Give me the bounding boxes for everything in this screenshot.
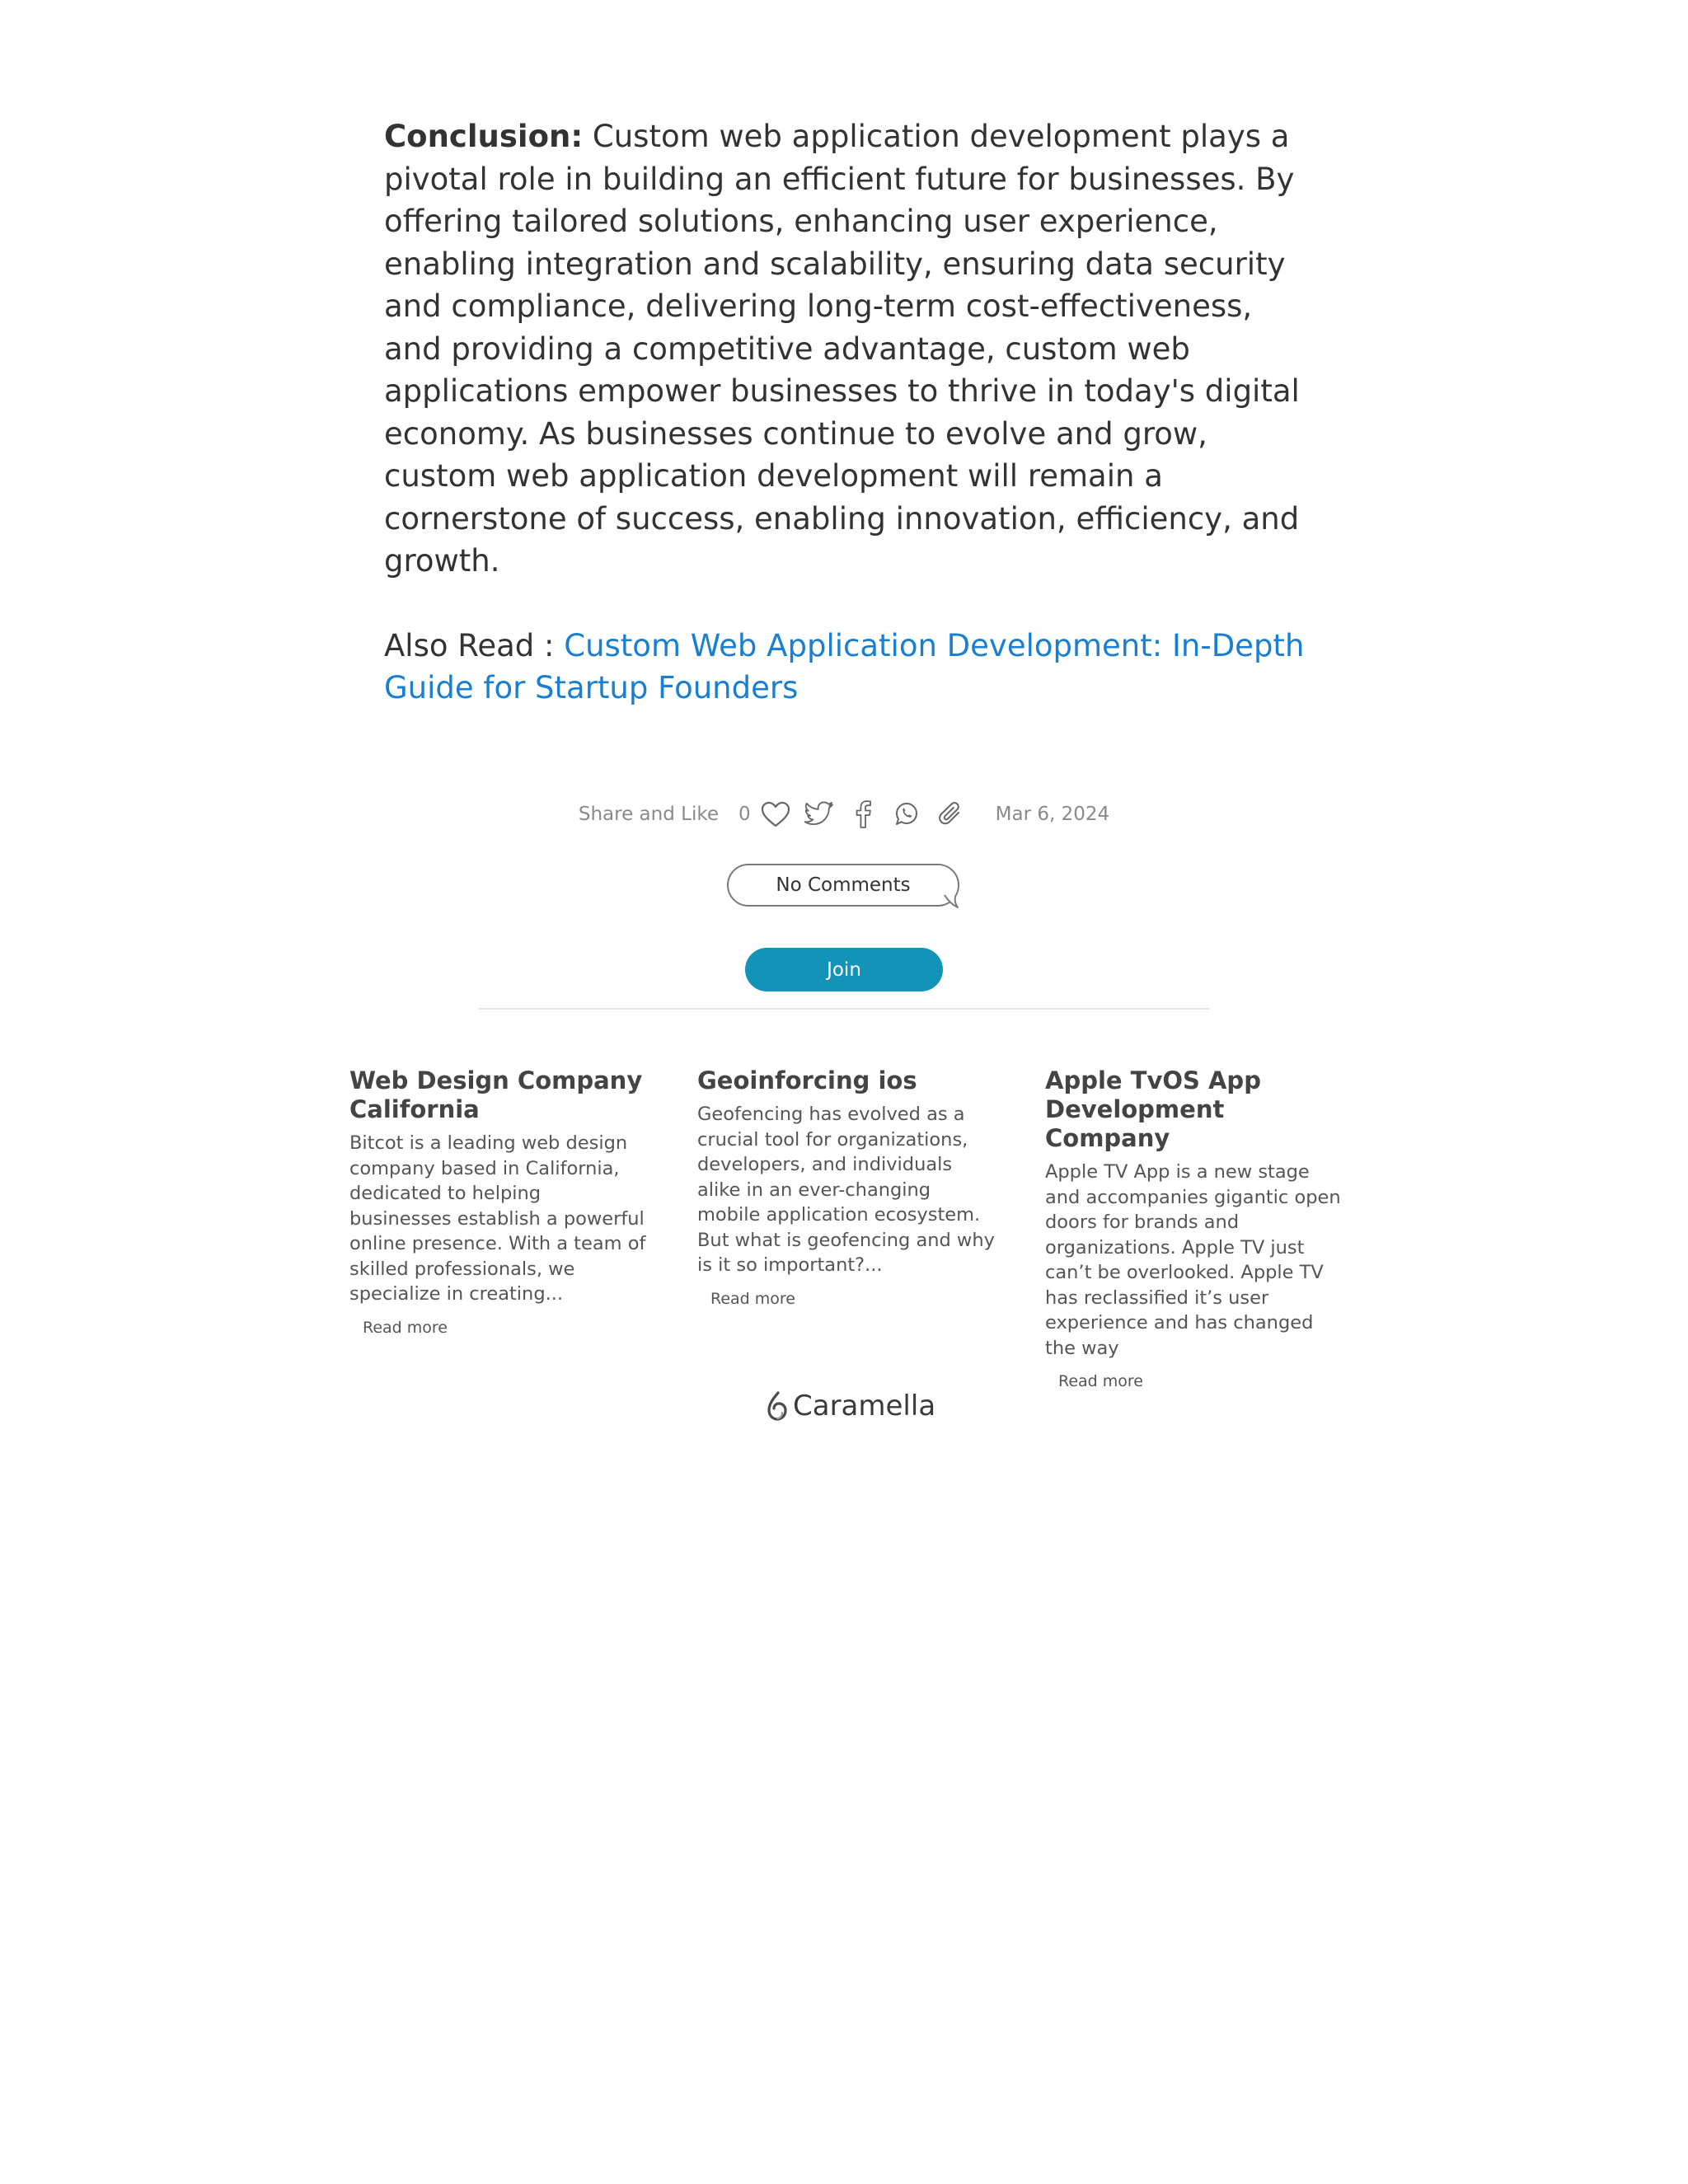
read-more-link[interactable]: Read more — [1058, 1372, 1143, 1390]
caramella-logo-icon — [767, 1391, 788, 1421]
paperclip-icon[interactable] — [934, 798, 967, 831]
footer-logo[interactable] — [767, 1390, 935, 1422]
article-conclusion — [384, 115, 1307, 710]
twitter-icon[interactable] — [803, 798, 836, 831]
also-read-label: Also Read : — [384, 627, 565, 663]
comments-button[interactable] — [727, 864, 959, 907]
related-post-title[interactable]: Web Design Company California — [349, 1066, 643, 1123]
read-more-link[interactable]: Read more — [363, 1318, 448, 1337]
facebook-icon[interactable] — [846, 798, 879, 831]
bubble-tail-icon — [943, 893, 963, 910]
related-post-title[interactable]: Apple TvOS App Development Company — [1045, 1066, 1261, 1152]
post-date: Mar 6, 2024 — [995, 804, 1110, 825]
share-label: Share and Like — [578, 804, 719, 825]
related-post-excerpt: Geofencing has evolved as a crucial tool for organizations, developers, and individuals alike in an ever-changing mobile application ecosystem. But what is geofencing and why is it so important?... — [697, 1104, 995, 1276]
also-read — [384, 625, 1307, 710]
related-post-excerpt: Apple TV App is a new stage and accompanies gigantic open doors for brands and organizations. Apple TV just can’t be overlooked. Apple TV has reclassified it’s user experience and has changed the way — [1045, 1161, 1341, 1359]
conclusion-paragraph — [384, 115, 1307, 583]
also-read-link[interactable]: Custom Web Application Development: In-Depth Guide for Startup Founders — [384, 627, 1305, 705]
join-button[interactable] — [745, 948, 943, 991]
conclusion-body: Custom web application development plays a pivotal role in building an efficient future for businesses. By offering tailored solutions, enhancing user experience, enabling integration and scalability, ensuring data security and compliance, delivering long-term cost-effectiveness, and providing a competitive advantage, custom web applications empower businesses to thrive in today's digital economy. As businesses continue to evolve and grow, custom web application development will remain a cornerstone of success, enabling innovation, efficiency, and growth. — [384, 119, 1300, 579]
join-label: Join — [827, 958, 861, 981]
related-post-card — [697, 1066, 996, 1308]
conclusion-lead: Conclusion: — [384, 119, 584, 154]
comments-label: No Comments — [776, 874, 911, 896]
read-more-link[interactable]: Read more — [710, 1289, 795, 1308]
whatsapp-icon[interactable] — [890, 798, 923, 831]
related-post-excerpt: Bitcot is a leading web design company based in California, dedicated to helping businesses establish a powerful online presence. With a team of skilled professionals, we specialize in creating... — [349, 1132, 646, 1305]
related-post-title[interactable]: Geoinforcing ios — [697, 1066, 917, 1094]
section-divider — [478, 1008, 1210, 1010]
related-post-card — [349, 1066, 648, 1337]
like-count: 0 — [738, 804, 751, 825]
heart-icon[interactable] — [759, 798, 792, 831]
logo-text: Caramella — [793, 1390, 936, 1422]
related-post-card — [1045, 1066, 1343, 1390]
share-bar — [0, 796, 1688, 832]
